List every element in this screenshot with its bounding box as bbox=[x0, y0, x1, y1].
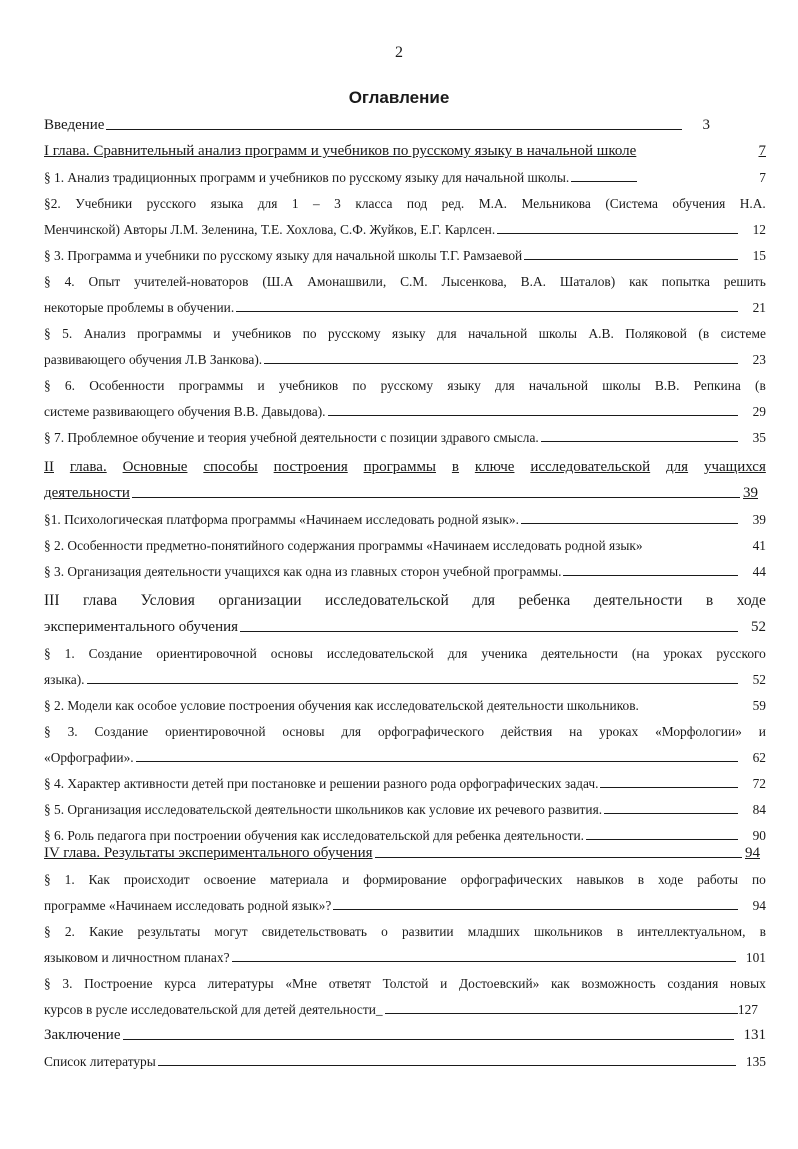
leader-line bbox=[586, 839, 738, 840]
toc-word: формирование bbox=[363, 872, 447, 887]
toc-word: русского bbox=[146, 196, 197, 211]
toc-word: 3. bbox=[67, 724, 78, 739]
toc-page-number: 15 bbox=[752, 248, 766, 263]
toc-word: и bbox=[257, 378, 265, 393]
toc-entry-1-3 bbox=[44, 238, 766, 264]
toc-page-number: 21 bbox=[752, 300, 766, 315]
toc-word: учебников bbox=[231, 326, 292, 341]
toc-entry-3-1-line-2 bbox=[44, 662, 766, 688]
toc-page-number: 3 bbox=[702, 117, 710, 133]
toc-word: 4. bbox=[64, 274, 75, 289]
toc-word: Анализ bbox=[83, 326, 126, 341]
toc-entry-text: § 1. Анализ традиционных программ и учебников по русскому языку для начальной школы. bbox=[44, 170, 570, 185]
toc-page-number: 39 bbox=[743, 485, 758, 501]
toc-entry-text: IV глава. Результаты экспериментального обучения bbox=[44, 845, 373, 861]
toc-word: в bbox=[451, 459, 459, 475]
toc-word: глава. bbox=[69, 459, 107, 475]
toc-word: 6. bbox=[64, 378, 75, 393]
toc-word: под bbox=[406, 196, 428, 211]
toc-word: «Морфологии» bbox=[655, 724, 742, 739]
toc-word: исследовательской bbox=[325, 592, 449, 609]
toc-word: Репкина bbox=[693, 378, 741, 393]
toc-entry-4-1-line-2 bbox=[44, 888, 766, 914]
toc-word: исследовательской bbox=[326, 646, 434, 661]
toc-word: Поляковой bbox=[625, 326, 687, 341]
toc-word: для bbox=[341, 724, 362, 739]
toc-word: создания bbox=[667, 976, 719, 991]
toc-word: могут bbox=[214, 924, 248, 939]
toc-word: 1. bbox=[64, 646, 75, 661]
toc-word: § bbox=[44, 646, 51, 661]
toc-word: ориентировочной bbox=[165, 724, 266, 739]
toc-word: (Ш.А bbox=[262, 274, 294, 289]
toc-word: 2. bbox=[64, 924, 75, 939]
toc-word: Шаталов) bbox=[559, 274, 616, 289]
toc-word: и bbox=[440, 976, 448, 991]
toc-entry-1-7 bbox=[44, 420, 766, 446]
toc-word: начальной bbox=[468, 326, 528, 341]
toc-word: М.А. bbox=[478, 196, 508, 211]
toc-word: новых bbox=[729, 976, 766, 991]
toc-word: по bbox=[352, 378, 367, 393]
toc-entry-1-2-line-2 bbox=[44, 212, 766, 238]
leader-line bbox=[87, 683, 739, 684]
toc-word: программы bbox=[137, 326, 202, 341]
toc-entry-text: системе развивающего обучения В.В. Давыдова). bbox=[44, 404, 326, 419]
toc-word: Какие bbox=[89, 924, 124, 939]
toc-entry-3-1-line-1 bbox=[44, 636, 766, 662]
leader-line bbox=[240, 631, 738, 632]
toc-word: школы bbox=[538, 326, 578, 341]
toc-entry-conclusion bbox=[44, 1018, 766, 1044]
toc-word: попытка bbox=[661, 274, 710, 289]
leader-line bbox=[136, 761, 738, 762]
toc-word: основы bbox=[270, 646, 313, 661]
toc-word: 3 bbox=[334, 196, 341, 211]
toc-word: ключе bbox=[474, 459, 515, 475]
toc-entry-text: языка). bbox=[44, 672, 85, 687]
toc-entry-text: курсов в русле исследовательской для детей деятельности_ bbox=[44, 1002, 383, 1017]
toc-word: русского bbox=[716, 646, 766, 661]
leader-line bbox=[375, 857, 743, 858]
leader-line bbox=[541, 441, 738, 442]
leader-line bbox=[123, 1039, 734, 1040]
toc-word: развитии bbox=[401, 924, 454, 939]
toc-entry-2-1 bbox=[44, 502, 766, 528]
toc-word: Мельникова bbox=[521, 196, 591, 211]
toc-word: учащихся bbox=[703, 459, 766, 475]
toc-word: навыков bbox=[576, 872, 624, 887]
toc-word: орфографического bbox=[377, 724, 485, 739]
toc-word: языку bbox=[392, 326, 426, 341]
toc-entry-1-2-line-1 bbox=[44, 186, 766, 212]
toc-page-number: 44 bbox=[752, 564, 766, 579]
toc-word: организации bbox=[218, 592, 302, 609]
toc-word: для bbox=[666, 459, 689, 475]
toc-entry-text: Список литературы bbox=[44, 1054, 156, 1069]
leader-line bbox=[264, 363, 738, 364]
leader-line bbox=[521, 523, 738, 524]
toc-entry-1-5-line-1 bbox=[44, 316, 766, 342]
toc-entry-chapter-4 bbox=[44, 844, 766, 862]
toc-word: § bbox=[44, 924, 51, 939]
toc-word: ребенка bbox=[518, 592, 571, 609]
toc-entry-text: § 6. Роль педагога при построении обучения как исследовательской для ребенка деятельности. bbox=[44, 828, 585, 843]
toc-word: действия bbox=[500, 724, 553, 739]
toc-word: освоение bbox=[203, 872, 256, 887]
toc-page-number: 7 bbox=[759, 170, 766, 185]
toc-entry-text: деятельности bbox=[44, 485, 130, 501]
toc-word: начальной bbox=[528, 378, 589, 393]
toc-page-number: 7 bbox=[758, 143, 766, 159]
toc-page-number: 29 bbox=[752, 404, 766, 419]
toc-entry-text: § 2. Особенности предметно-понятийного содержания программы «Начинаем исследовать родной язык» bbox=[44, 538, 643, 553]
toc-entry-4-2-line-2 bbox=[44, 940, 766, 966]
leader-line bbox=[132, 497, 740, 498]
toc-entry-chapter-2-line-2 bbox=[44, 476, 766, 502]
toc-word: происходит bbox=[123, 872, 190, 887]
toc-word: языку bbox=[447, 378, 481, 393]
toc-word: в bbox=[705, 592, 714, 609]
toc-entry-3-6 bbox=[44, 818, 766, 844]
toc-page-number: 94 bbox=[752, 898, 766, 913]
toc-word: Особенности bbox=[89, 378, 165, 393]
toc-word: программы bbox=[178, 378, 244, 393]
leader-line bbox=[571, 181, 637, 182]
toc-word: основы bbox=[282, 724, 325, 739]
page-number: 2 bbox=[395, 44, 403, 61]
toc-word: Н.А. bbox=[739, 196, 766, 211]
toc-word: класса bbox=[355, 196, 393, 211]
toc-word: интеллектуальном, bbox=[637, 924, 746, 939]
toc-entry-1-1 bbox=[44, 160, 766, 186]
toc-word: III bbox=[44, 592, 60, 609]
toc-entry-3-5 bbox=[44, 792, 766, 818]
toc-word: С.М. bbox=[400, 274, 428, 289]
toc-word: уроках bbox=[663, 646, 703, 661]
toc-word: – bbox=[313, 196, 320, 211]
toc-word: программы bbox=[363, 459, 437, 475]
toc-word: учебников bbox=[278, 378, 339, 393]
toc-word: 1. bbox=[64, 872, 75, 887]
leader-line bbox=[600, 787, 738, 788]
toc-word: 5. bbox=[62, 326, 73, 341]
toc-entry-text: I глава. Сравнительный анализ программ и учебников по русскому языку в начальной школе bbox=[44, 143, 637, 159]
toc-word: § bbox=[44, 326, 51, 341]
toc-word: исследовательской bbox=[530, 459, 651, 475]
toc-word: (на bbox=[631, 646, 650, 661]
toc-word: А.В. bbox=[588, 326, 614, 341]
toc-page-number: 35 bbox=[752, 430, 766, 445]
toc-word: возможность bbox=[581, 976, 656, 991]
toc-page-number: 72 bbox=[752, 776, 766, 791]
toc-word: § bbox=[44, 872, 51, 887]
toc-page-number: 52 bbox=[752, 672, 766, 687]
toc-entry-text: Введение bbox=[44, 117, 105, 133]
toc-page-number: 52 bbox=[751, 619, 766, 635]
toc-entry-4-3-line-1 bbox=[44, 966, 766, 992]
toc-entry-chapter-3-line-2 bbox=[44, 610, 766, 636]
toc-entry-text: § 2. Модели как особое условие построения обучения как исследовательской деятельности школьников. bbox=[44, 698, 639, 713]
leader-line bbox=[328, 415, 739, 416]
toc-word: системе bbox=[720, 326, 766, 341]
toc-word: §2. bbox=[44, 196, 61, 211]
toc-entry-2-2 bbox=[44, 528, 766, 554]
toc-word: в bbox=[759, 924, 766, 939]
toc-word: для bbox=[257, 196, 278, 211]
toc-word: учителей-новаторов bbox=[134, 274, 249, 289]
toc-word: (в bbox=[698, 326, 710, 341]
toc-page-number: 41 bbox=[752, 538, 766, 553]
leader-line bbox=[158, 1065, 736, 1066]
leader-line bbox=[524, 259, 738, 260]
toc-page-number: 59 bbox=[752, 698, 766, 713]
toc-word: (в bbox=[755, 378, 766, 393]
toc-word: языка bbox=[210, 196, 244, 211]
leader-line bbox=[232, 961, 736, 962]
toc-word: по bbox=[302, 326, 317, 341]
toc-word: (Система bbox=[605, 196, 658, 211]
toc-word: и bbox=[342, 872, 350, 887]
toc-word: как bbox=[629, 274, 648, 289]
toc-word: как bbox=[550, 976, 570, 991]
toc-page-number: 94 bbox=[745, 845, 760, 861]
toc-word: школьников bbox=[533, 924, 603, 939]
toc-page-number: 12 bbox=[752, 222, 766, 237]
toc-word: результаты bbox=[137, 924, 201, 939]
toc-entry-chapter-1 bbox=[44, 134, 766, 160]
toc-entry-text: программе «Начинаем исследовать родной язык»? bbox=[44, 898, 332, 913]
toc-word: обучения bbox=[672, 196, 726, 211]
toc-word: глава bbox=[82, 592, 118, 609]
toc-entry-3-2 bbox=[44, 688, 766, 714]
toc-entry-4-1-line-1 bbox=[44, 862, 766, 888]
toc-word: работы bbox=[697, 872, 739, 887]
toc-entry-2-3 bbox=[44, 554, 766, 580]
toc-entry-text: §1. Психологическая платформа программы «Начинаем исследовать родной язык». bbox=[44, 512, 519, 527]
toc-page-number: 39 bbox=[752, 512, 766, 527]
toc-entry-text: экспериментального обучения bbox=[44, 619, 239, 635]
toc-entry-text: § 5. Организация исследовательской деятельности школьников как условие их речевого развития. bbox=[44, 802, 603, 817]
toc-word: ответят bbox=[328, 976, 371, 991]
toc-word: по bbox=[752, 872, 766, 887]
toc-entry-intro bbox=[44, 108, 766, 134]
toc-entry-text: «Орфографии». bbox=[44, 750, 134, 765]
toc-word: младших bbox=[467, 924, 520, 939]
toc-entry-1-4-line-1 bbox=[44, 264, 766, 290]
toc-word: и bbox=[213, 326, 221, 341]
toc-entry-4-2-line-1 bbox=[44, 914, 766, 940]
toc-entry-1-6-line-2 bbox=[44, 394, 766, 420]
toc-word: школы bbox=[602, 378, 641, 393]
toc-page-number: 90 bbox=[752, 828, 766, 843]
toc-entry-text: некоторые проблемы в обучении. bbox=[44, 300, 235, 315]
toc-entry-3-3-line-2 bbox=[44, 740, 766, 766]
toc-entry-text: Менчинской) Авторы Л.М. Зеленина, Т.Е. Хохлова, С.Ф. Жуйков, Е.Г. Карлсен. bbox=[44, 222, 496, 237]
toc-entry-4-3-line-2 bbox=[44, 992, 766, 1018]
toc-entry-1-5-line-2 bbox=[44, 342, 766, 368]
toc-word: ред. bbox=[441, 196, 465, 211]
toc-word: Опыт bbox=[88, 274, 121, 289]
toc-word: русскому bbox=[328, 326, 381, 341]
toc-entry-1-4-line-2 bbox=[44, 290, 766, 316]
page-title: Оглавление bbox=[348, 88, 450, 107]
leader-line bbox=[106, 129, 682, 130]
leader-line bbox=[563, 575, 738, 576]
toc-page-number: 84 bbox=[752, 802, 766, 817]
toc-entry-3-4 bbox=[44, 766, 766, 792]
toc-entry-3-3-line-1 bbox=[44, 714, 766, 740]
leader-line bbox=[236, 311, 738, 312]
toc-word: Условия bbox=[140, 592, 195, 609]
toc-word: ориентировочной bbox=[156, 646, 257, 661]
toc-word: построения bbox=[273, 459, 348, 475]
toc-word: курса bbox=[164, 976, 196, 991]
toc-word: 1 bbox=[291, 196, 299, 211]
toc-page-number: 101 bbox=[745, 950, 766, 965]
toc-word: ходе bbox=[736, 592, 766, 609]
toc-word: русскому bbox=[380, 378, 434, 393]
toc-word: свидетельствовать bbox=[261, 924, 367, 939]
toc-word: деятельности bbox=[593, 592, 683, 609]
toc-page-number: 62 bbox=[752, 750, 766, 765]
toc-word: на bbox=[569, 724, 583, 739]
toc-entry-text: § 3. Программа и учебники по русскому языку для начальной школы Т.Г. Рамзаевой bbox=[44, 248, 523, 263]
toc-word: решить bbox=[723, 274, 766, 289]
toc-word: 3. bbox=[62, 976, 73, 991]
toc-entry-1-6-line-1 bbox=[44, 368, 766, 394]
toc-word: § bbox=[44, 274, 51, 289]
toc-word: В.В. bbox=[654, 378, 680, 393]
toc-entry-chapter-3-line-1 bbox=[44, 580, 766, 610]
toc-entry-text: § 3. Организация деятельности учащихся как одна из главных сторон учебной программы. bbox=[44, 564, 562, 579]
toc-entry-references bbox=[44, 1044, 766, 1070]
toc-word: деятельности bbox=[541, 646, 618, 661]
table-of-contents bbox=[44, 108, 766, 1070]
toc-word: уроках bbox=[599, 724, 639, 739]
toc-word: для bbox=[472, 592, 496, 609]
toc-word: § bbox=[44, 378, 51, 393]
toc-word: § bbox=[44, 976, 51, 991]
toc-word: орфографических bbox=[460, 872, 563, 887]
toc-word: Амонашвили, bbox=[307, 274, 387, 289]
toc-word: Учебники bbox=[75, 196, 133, 211]
leader-line bbox=[497, 233, 738, 234]
toc-page-number: 131 bbox=[743, 1027, 766, 1043]
toc-word: § bbox=[44, 724, 51, 739]
leader-line bbox=[385, 1013, 738, 1014]
toc-entry-text: § 4. Характер активности детей при постановке и решении разного рода орфографических задач. bbox=[44, 776, 599, 791]
toc-word: ученика bbox=[481, 646, 528, 661]
toc-word: Толстой bbox=[382, 976, 429, 991]
toc-word: в bbox=[637, 872, 645, 887]
toc-word: в bbox=[616, 924, 624, 939]
toc-entry-text: § 7. Проблемное обучение и теория учебной деятельности с позиции здравого смысла. bbox=[44, 430, 539, 445]
toc-page-number: 23 bbox=[752, 352, 766, 367]
toc-word: В.А. bbox=[520, 274, 546, 289]
toc-word: Лысенкова, bbox=[441, 274, 507, 289]
toc-word: ходе bbox=[658, 872, 684, 887]
toc-word: материала bbox=[269, 872, 329, 887]
leader-line bbox=[604, 813, 738, 814]
toc-word: Создание bbox=[88, 646, 143, 661]
toc-word: Создание bbox=[94, 724, 149, 739]
toc-word: «Мне bbox=[285, 976, 318, 991]
toc-word: для bbox=[436, 326, 457, 341]
toc-word: II bbox=[44, 459, 54, 475]
toc-word: Как bbox=[88, 872, 110, 887]
leader-line bbox=[333, 909, 738, 910]
toc-word: Основные bbox=[122, 459, 188, 475]
toc-word: способы bbox=[203, 459, 258, 475]
toc-page-number: 127 bbox=[737, 1002, 758, 1017]
toc-entry-text: развивающего обучения Л.В Занкова). bbox=[44, 352, 263, 367]
toc-word: литературы bbox=[207, 976, 274, 991]
toc-word: для bbox=[447, 646, 468, 661]
toc-entry-text: языковом и личностном планах? bbox=[44, 950, 230, 965]
toc-word: и bbox=[758, 724, 766, 739]
toc-entry-chapter-2-line-1 bbox=[44, 446, 766, 476]
toc-page-number: 135 bbox=[745, 1054, 766, 1069]
toc-word: Построение bbox=[84, 976, 153, 991]
toc-word: для bbox=[495, 378, 515, 393]
toc-word: Достоевский» bbox=[459, 976, 540, 991]
toc-word: о bbox=[381, 924, 388, 939]
toc-entry-text: Заключение bbox=[44, 1027, 121, 1043]
